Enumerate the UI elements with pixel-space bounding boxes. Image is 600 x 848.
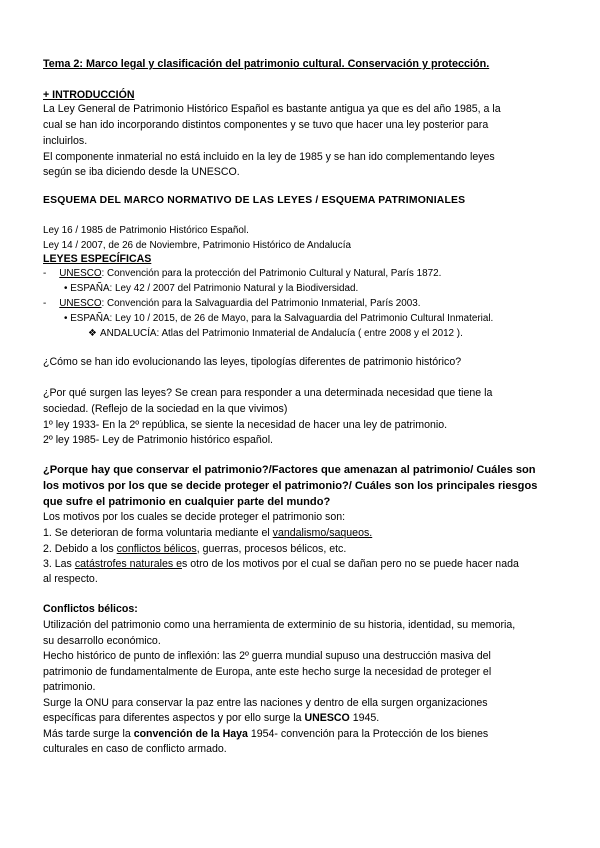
- sub-sub-item-text: ANDALUCÍA: Atlas del Patrimonio Inmaterial de Andalucía ( entre 2008 y el 2012 ).: [100, 328, 463, 339]
- conflicts-line: [43, 711, 379, 725]
- reason-item: [43, 526, 372, 540]
- conflicts-text: específicas para diferentes aspectos y por ello surge la: [43, 712, 305, 724]
- reasons-intro: Los motivos por los cuales se decide proteger el patrimonio son:: [43, 511, 346, 523]
- conflicts-text: Más tarde surge la: [43, 728, 134, 740]
- why-line: 1º ley 1933- En la 2º república, se siente la necesidad de hacer una ley de patrimonio.: [43, 419, 448, 431]
- law-line: Ley 16 / 1985 de Patrimonio Histórico Español.: [43, 225, 249, 236]
- why-line: 2º ley 1985- Ley de Patrimonio histórico español.: [43, 434, 274, 446]
- conflicts-line: Hecho histórico de punto de inflexión: las 2º guerra mundial supuso una destrucción masiva del: [43, 650, 491, 662]
- reason-keyword: catástrofes naturales e: [74, 558, 182, 570]
- conflicts-text: 1954- convención para la Protección de los bienes: [247, 728, 489, 740]
- conflicts-line: Surge la ONU para conservar la paz entre las naciones y dentro de ella surgen organizaciones: [43, 697, 488, 709]
- why-line: ¿Por qué surgen las leyes? Se crean para responder a una determinada necesidad que tiene la: [43, 387, 493, 399]
- reason-continuation: al respecto.: [43, 573, 98, 585]
- reason-text: 2. Debido a los: [43, 543, 117, 555]
- why-line: sociedad. (Reflejo de la sociedad en la que vivimos): [43, 403, 288, 415]
- threats-question: que sufre el patrimonio en cualquier parte del mundo?: [43, 496, 331, 508]
- intro-heading: + INTRODUCCIÓN: [43, 89, 135, 101]
- sub-item-text: ESPAÑA: Ley 10 / 2015, de 26 de Mayo, para la Salvaguardia del Patrimonio Cultural Inmaterial.: [70, 313, 494, 324]
- conflicts-line: [43, 727, 488, 741]
- sub-item: [64, 282, 358, 296]
- conflicts-line: su desarrollo económico.: [43, 635, 161, 647]
- reason-text: s otro de los motivos por el cual se dañan pero no se puede hacer nada: [182, 558, 519, 570]
- item-text: : Convención para la Salvaguardia del Patrimonio Inmaterial, París 2003.: [101, 298, 421, 309]
- unesco-bold: UNESCO: [304, 712, 350, 724]
- page-title: Tema 2: Marco legal y clasificación del patrimonio cultural. Conservación y protección.: [43, 58, 490, 70]
- intro-line: cual se han ido incorporando distintos componentes y se tuvo que hacer una ley posterior para: [43, 119, 489, 131]
- list-dash: -: [43, 268, 47, 279]
- sub-item-text: ESPAÑA: Ley 42 / 2007 del Patrimonio Natural y la Biodiversidad.: [70, 283, 359, 294]
- intro-line: El componente inmaterial no está incluido en la ley de 1985 y se han ido complementando leyes: [43, 151, 495, 163]
- reason-item: [43, 557, 519, 571]
- reason-text: 3. Las: [43, 558, 75, 570]
- conflicts-line: patrimonio.: [43, 681, 96, 693]
- diamond-bullet-icon: ❖: [88, 328, 97, 339]
- schema-heading: ESQUEMA DEL MARCO NORMATIVO DE LAS LEYES / ESQUEMA PATRIMONIALES: [43, 195, 466, 206]
- reason-text: , guerras, procesos bélicos, etc.: [196, 543, 347, 555]
- conflicts-text: 1945.: [349, 712, 380, 724]
- sub-item: [64, 312, 493, 326]
- threats-question: los motivos por los que se decide proteger el patrimonio?/ Cuáles son los principales riesgos: [43, 480, 538, 492]
- item-text: : Convención para la protección del Patrimonio Cultural y Natural, París 1872.: [101, 268, 442, 279]
- bullet-icon: •: [64, 313, 68, 324]
- law-line: Ley 14 / 2007, de 26 de Noviembre, Patrimonio Histórico de Andalucía: [43, 240, 351, 251]
- evolution-question: ¿Cómo se han ido evolucionando las leyes, tipologías diferentes de patrimonio histórico?: [43, 356, 462, 368]
- reason-text: 1. Se deterioran de forma voluntaria mediante el: [43, 527, 273, 539]
- unesco-label: UNESCO: [59, 268, 102, 279]
- reason-keyword: conflictos bélicos: [116, 543, 197, 555]
- bullet-icon: •: [64, 283, 68, 294]
- list-dash: -: [43, 298, 47, 309]
- threats-question: ¿Porque hay que conservar el patrimonio?/Factores que amenazan al patrimonio/ Cuáles son: [43, 464, 536, 476]
- intro-line: La Ley General de Patrimonio Histórico Español es bastante antigua ya que es del año 1985, a la: [43, 103, 501, 115]
- conflicts-heading: Conflictos bélicos:: [43, 603, 138, 615]
- specific-law-item: [43, 267, 441, 281]
- specific-laws-heading: LEYES ESPECÍFICAS: [43, 253, 152, 265]
- intro-line: incluirlos.: [43, 135, 88, 147]
- intro-line: según se iba diciendo desde la UNESCO.: [43, 166, 240, 178]
- conflicts-line: patrimonio de fundamentalmente de Europa, ante este hecho surge la necesidad de proteger el: [43, 666, 492, 678]
- reason-item: [43, 542, 346, 556]
- hague-convention-bold: convención de la Haya: [133, 728, 248, 740]
- conflicts-line: culturales en caso de conflicto armado.: [43, 743, 227, 755]
- conflicts-line: Utilización del patrimonio como una herramienta de exterminio de su historia, identidad, su memoria,: [43, 619, 516, 631]
- reason-keyword: vandalismo/saqueos.: [272, 527, 373, 539]
- specific-law-item: [43, 297, 420, 311]
- sub-sub-item: [88, 327, 463, 341]
- unesco-label: UNESCO: [59, 298, 102, 309]
